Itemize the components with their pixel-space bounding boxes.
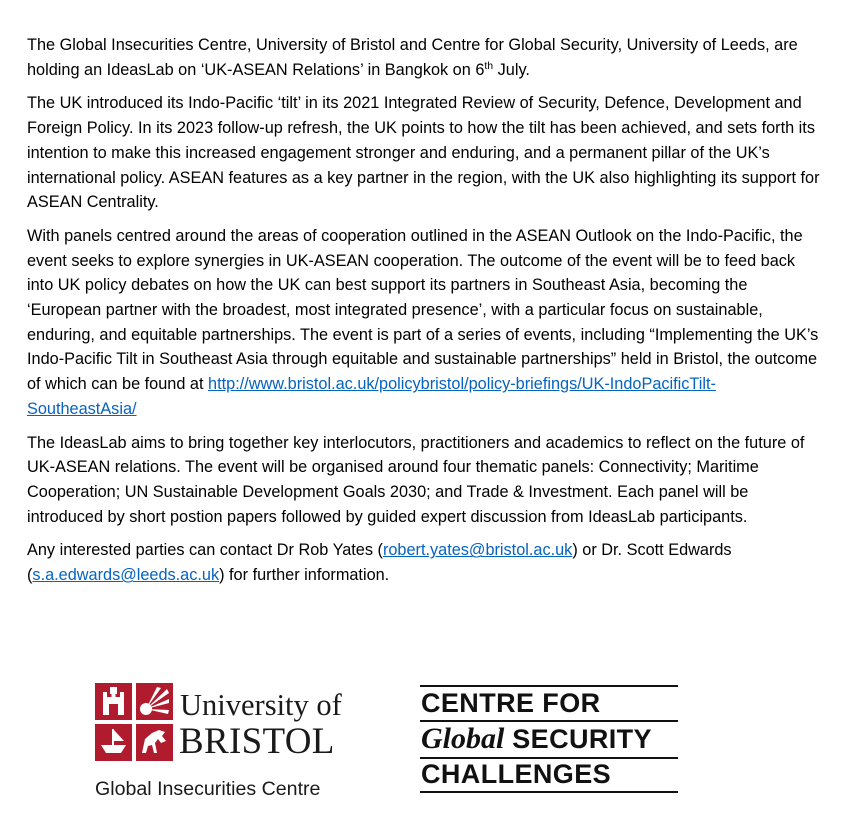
tilt-paragraph: The UK introduced its Indo-Pacific ‘tilt’ in its 2021 Integrated Review of Security, Defence, Development and Foreign Policy. In its 2023 follow-up refresh, the UK points to how the tilt has been achieved, and sets forth its intention to make this increased engagement stronger and enduring, and a permanent pillar of the UK’s international policy. ASEAN features as a key partner in the region, with the UK also highlighting its support for ASEAN Centrality. — [27, 94, 820, 212]
bristol-crest-icon — [95, 683, 173, 761]
document-body — [27, 33, 822, 597]
ideaslab-paragraph: The IdeasLab aims to bring together key interlocutors, practitioners and academics to reflect on the future of UK-ASEAN relations. The event will be organised around four thematic panels: Connectivity; Maritime Cooperation; UN Sustainable Development Goals 2030; and Trade & Investment. Each panel will be introduced by short postion papers followed by guided expert discussion from IdeasLab participants. — [27, 433, 805, 526]
policy-briefing-link[interactable]: http://www.bristol.ac.uk/policybristol/policy-briefings/UK-IndoPacificTilt-SoutheastAsia/ — [27, 375, 716, 418]
logo-top-rule — [420, 685, 678, 687]
contact-text: Any interested parties can contact Dr Rob Yates ( — [27, 541, 383, 560]
logo-bottom-rule — [420, 791, 678, 793]
contact-text-end: ) for further information. — [219, 566, 390, 585]
email-link-rob-yates[interactable]: robert.yates@bristol.ac.uk — [382, 541, 573, 560]
panels-paragraph — [27, 224, 822, 422]
panels-text: With panels centred around the areas of cooperation outlined in the ASEAN Outlook on the Indo-Pacific, the event seeks to explore synergies in UK-ASEAN cooperation. The outcome of the event will be to feed back into UK policy debates on how the UK can best support its partners in Southeast Asia, becoming the ‘European partner with the broadest, most integrated presence’, with a particular focus on sustainable, enduring, and equitable partnerships. The event is part of a series of events, including “Implementing the UK’s Indo-Pacific Tilt in Southeast Asia through equitable and sustainable partnerships” held in Bristol, the outcome of which can be found at — [27, 226, 819, 394]
global-security-label — [421, 724, 652, 754]
contact-text-mid: ) or Dr. Scott Edwards ( — [27, 541, 732, 585]
university-of-bristol-logo — [95, 681, 370, 801]
intro-text: The Global Insecurities Centre, University of Bristol and Centre for Global Security, University of Leeds, are holding an IdeasLab on ‘UK-ASEAN Relations’ in Bangkok on 6 — [27, 36, 798, 79]
email-link-scott-edwards[interactable]: s.a.edwards@leeds.ac.uk — [32, 566, 220, 585]
university-of-label: University of — [180, 688, 342, 722]
intro-text-end: July. — [493, 60, 530, 79]
global-italic-label: Global — [421, 722, 505, 755]
bristol-wordmark: BRISTOL — [179, 721, 335, 762]
centre-for-global-security-challenges-logo — [420, 684, 680, 794]
date-ordinal-suffix: th — [484, 59, 494, 72]
centre-for-label: CENTRE FOR — [421, 688, 601, 718]
security-label: SECURITY — [504, 724, 652, 754]
contact-paragraph — [27, 538, 822, 587]
intro-paragraph — [27, 33, 822, 82]
challenges-label: CHALLENGES — [421, 759, 612, 789]
global-insecurities-centre-label: Global Insecurities Centre — [95, 778, 321, 800]
